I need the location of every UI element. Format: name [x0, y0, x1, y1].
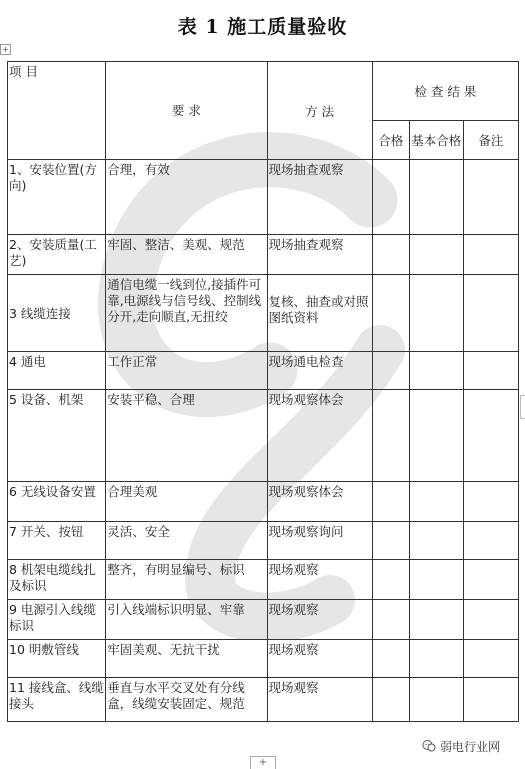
header-note: 备注: [463, 121, 518, 160]
table-row: [8, 600, 519, 640]
row-item: 4 通电: [8, 352, 106, 390]
header-basic-pass: 基本合格: [409, 121, 463, 160]
row-method: 现场抽查观察: [267, 235, 372, 275]
row-method: 现场观察询问: [267, 522, 372, 560]
row-pass[interactable]: [372, 160, 409, 235]
row-requirement: 合理美观: [106, 482, 267, 522]
header-result: 检 查 结 果: [372, 62, 518, 121]
header-method: 方 法: [267, 62, 372, 160]
row-basic-pass[interactable]: [409, 390, 463, 482]
table-row: [8, 235, 519, 275]
brand-chat-icon: [422, 739, 436, 753]
row-requirement: 牢固美观、无抗干扰: [106, 640, 267, 678]
row-basic-pass[interactable]: [409, 482, 463, 522]
row-pass[interactable]: [372, 482, 409, 522]
row-method: 现场观察: [267, 678, 372, 722]
acceptance-table: [7, 61, 519, 722]
row-requirement: 通信电缆一线到位,接插件可靠,电源线与信号线、控制线分开,走向顺直,无扭绞: [106, 275, 267, 352]
row-note[interactable]: [463, 600, 518, 640]
header-item: 项 目: [8, 62, 106, 160]
header-pass: 合格: [372, 121, 409, 160]
row-note[interactable]: [463, 678, 518, 722]
row-method: 复核、抽查或对照图纸资料: [267, 275, 372, 352]
table-row: [8, 640, 519, 678]
row-basic-pass[interactable]: [409, 352, 463, 390]
row-requirement: 引入线端标识明显、牢靠: [106, 600, 267, 640]
row-method: 现场观察体会: [267, 482, 372, 522]
row-basic-pass[interactable]: [409, 600, 463, 640]
table-row: [8, 482, 519, 522]
table-row: [8, 352, 519, 390]
row-requirement: 整齐，有明显编号、标识: [106, 560, 267, 600]
row-pass[interactable]: [372, 678, 409, 722]
row-basic-pass[interactable]: [409, 522, 463, 560]
row-item: 1、安装位置(方向): [8, 160, 106, 235]
page-edge-marker: [520, 395, 525, 419]
row-item: 10 明敷管线: [8, 640, 106, 678]
table-row: [8, 390, 519, 482]
row-note[interactable]: [463, 390, 518, 482]
row-requirement: 垂直与水平交叉处有分线盒，线缆安装固定、规范: [106, 678, 267, 722]
row-pass[interactable]: [372, 600, 409, 640]
row-method: 现场观察体会: [267, 390, 372, 482]
table-row: [8, 560, 519, 600]
row-method: 现场通电检查: [267, 352, 372, 390]
row-basic-pass[interactable]: [409, 275, 463, 352]
row-item: 5 设备、机架: [8, 390, 106, 482]
table-move-handle[interactable]: +: [0, 44, 11, 55]
table-row: [8, 275, 519, 352]
row-method: 现场观察: [267, 640, 372, 678]
row-pass[interactable]: [372, 390, 409, 482]
row-pass[interactable]: [372, 235, 409, 275]
row-note[interactable]: [463, 522, 518, 560]
row-note[interactable]: [463, 482, 518, 522]
header-requirement: 要 求: [106, 62, 267, 160]
row-method: 现场观察: [267, 560, 372, 600]
table-row: [8, 160, 519, 235]
row-requirement: 安装平稳、合理: [106, 390, 267, 482]
row-item: 2、安装质量(工艺): [8, 235, 106, 275]
row-pass[interactable]: [372, 522, 409, 560]
row-note[interactable]: [463, 640, 518, 678]
row-basic-pass[interactable]: [409, 640, 463, 678]
row-note[interactable]: [463, 352, 518, 390]
row-note[interactable]: [463, 275, 518, 352]
table-row: [8, 678, 519, 722]
row-requirement: 灵活、安全: [106, 522, 267, 560]
row-pass[interactable]: [372, 640, 409, 678]
row-note[interactable]: [463, 235, 518, 275]
row-requirement: 牢固、整洁、美观、规范: [106, 235, 267, 275]
row-method: 现场观察: [267, 600, 372, 640]
row-item: 9 电源引入线缆标识: [8, 600, 106, 640]
brand-name: 弱电行业网: [440, 739, 501, 754]
row-basic-pass[interactable]: [409, 160, 463, 235]
row-item: 11 接线盒、线缆接头: [8, 678, 106, 722]
row-requirement: 工作正常: [106, 352, 267, 390]
row-note[interactable]: [463, 160, 518, 235]
add-row-button[interactable]: +: [250, 756, 276, 769]
page-title: 表 1 施工质量验收: [177, 16, 348, 38]
row-item: 6 无线设备安置: [8, 482, 106, 522]
row-item: 8 机架电缆线扎及标识: [8, 560, 106, 600]
row-item: 3 线缆连接: [8, 275, 106, 352]
row-basic-pass[interactable]: [409, 235, 463, 275]
brand-watermark: [420, 737, 502, 755]
row-note[interactable]: [463, 560, 518, 600]
row-method: 现场抽查观察: [267, 160, 372, 235]
row-pass[interactable]: [372, 352, 409, 390]
row-basic-pass[interactable]: [409, 560, 463, 600]
row-pass[interactable]: [372, 560, 409, 600]
row-basic-pass[interactable]: [409, 678, 463, 722]
row-pass[interactable]: [372, 275, 409, 352]
row-requirement: 合理，有效: [106, 160, 267, 235]
table-row: [8, 522, 519, 560]
row-item: 7 开关、按钮: [8, 522, 106, 560]
